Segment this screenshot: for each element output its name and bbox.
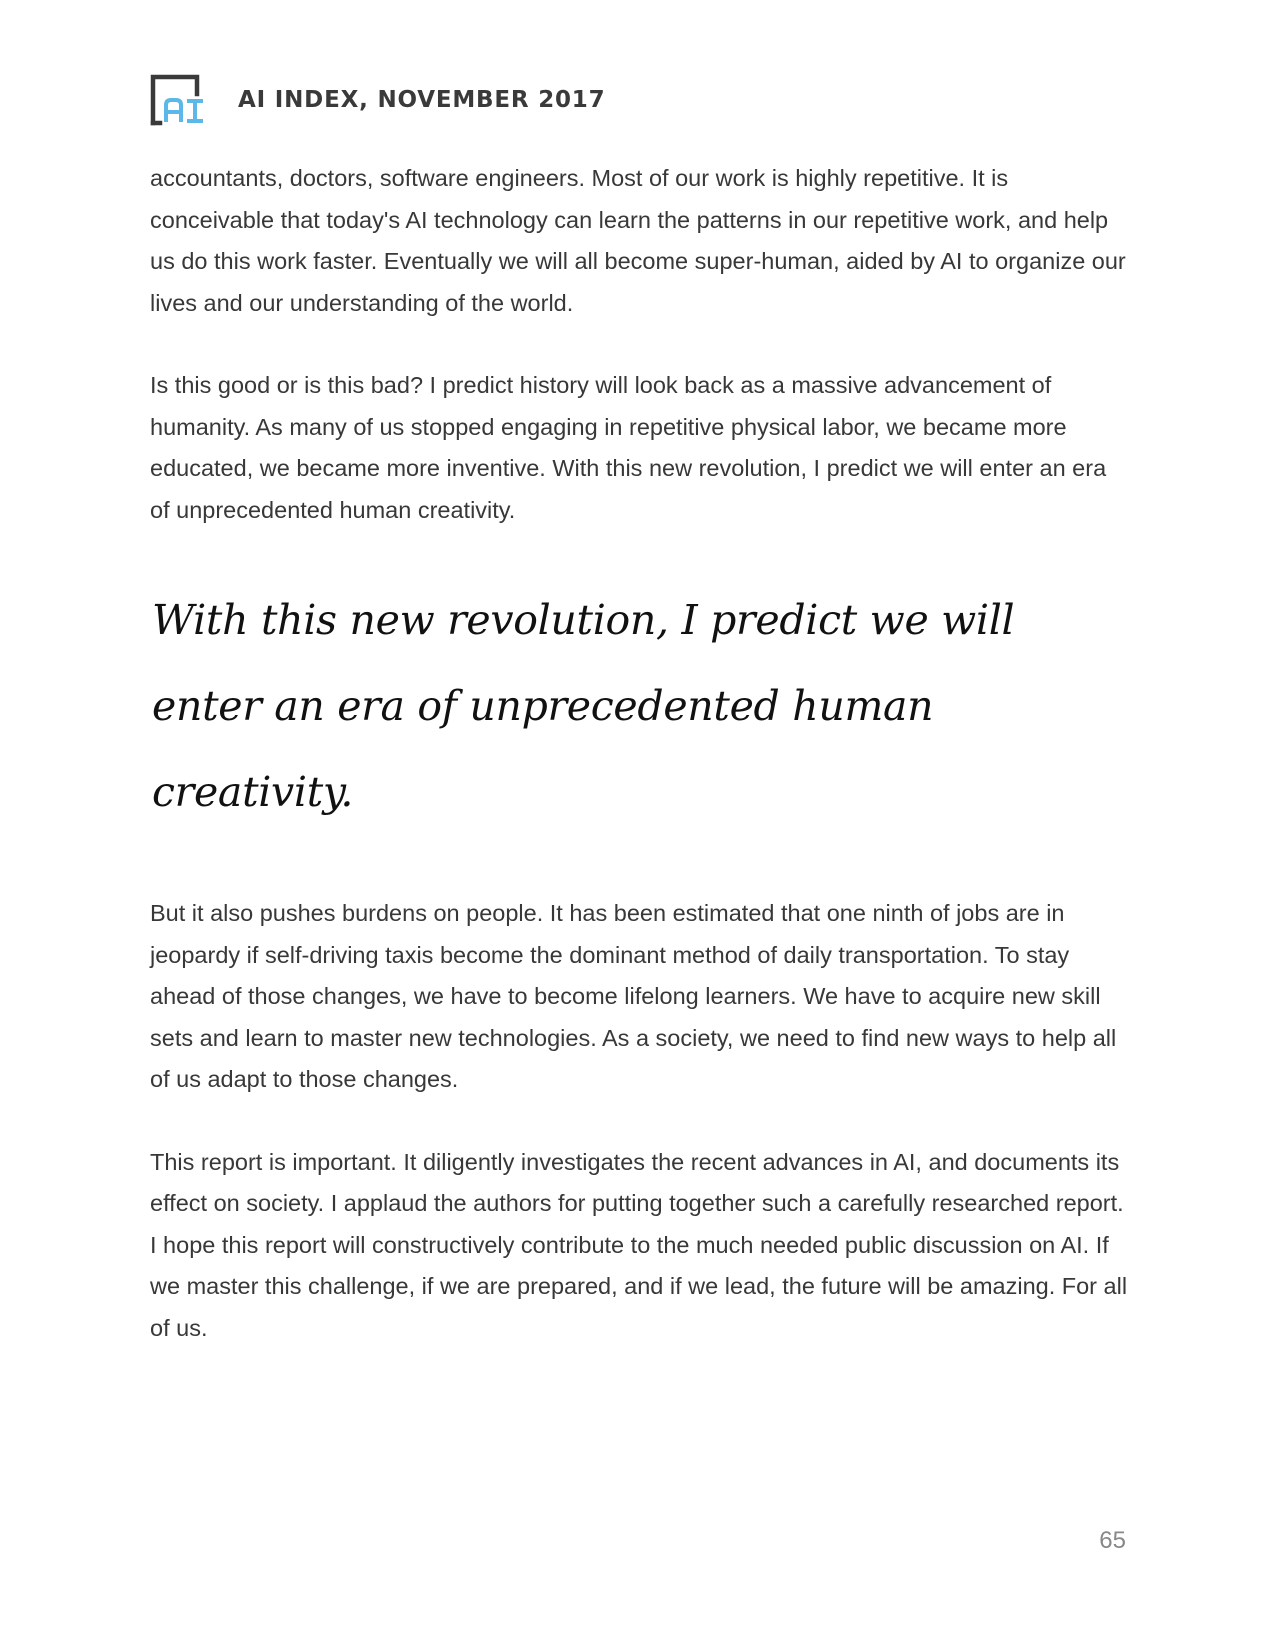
- paragraph: accountants, doctors, software engineers. Most of our work is highly repetitive. It is conceivable that today's AI technology can learn the patterns in our repetitive work, and help us do this work faster. Eventually we will all become super-human, aided by AI to organize our lives and our understanding of the world.: [150, 165, 1126, 316]
- report-title: AI INDEX, NOVEMBER 2017: [238, 87, 606, 113]
- paragraph: But it also pushes burdens on people. It has been estimated that one ninth of jobs are in jeopardy if self-driving taxis become the dominant method of daily transportation. To stay ahead of those changes, we have to become lifelong learners. We have to acquire new skill sets and learn to master new technologies. As a society, we need to find new ways to help all of us adapt to those changes.: [150, 900, 1117, 1092]
- ai-index-logo: [150, 74, 206, 126]
- paragraph: Is this good or is this bad? I predict history will look back as a massive advancement of humanity. As many of us stopped engaging in repetitive physical labor, we became more educated, we became more inventive. With this new revolution, I predict we will enter an era of unprecedented human creativity.: [150, 372, 1107, 523]
- paragraph: This report is important. It diligently investigates the recent advances in AI, and documents its effect on society. I applaud the authors for putting together such a carefully researched report. I hope this report will constructively contribute to the much needed public discussion on AI. If we master this challenge, if we are prepared, and if we lead, the future will be amazing. For all of us.: [150, 1148, 1128, 1341]
- pull-quote: With this new revolution, I predict we will enter an era of unprecedented human creativity.: [152, 596, 1015, 816]
- ai-index-logo-icon: [150, 74, 206, 126]
- page-header: [150, 74, 605, 126]
- page-number: 65: [1099, 1527, 1126, 1554]
- article-body: [150, 158, 1130, 1349]
